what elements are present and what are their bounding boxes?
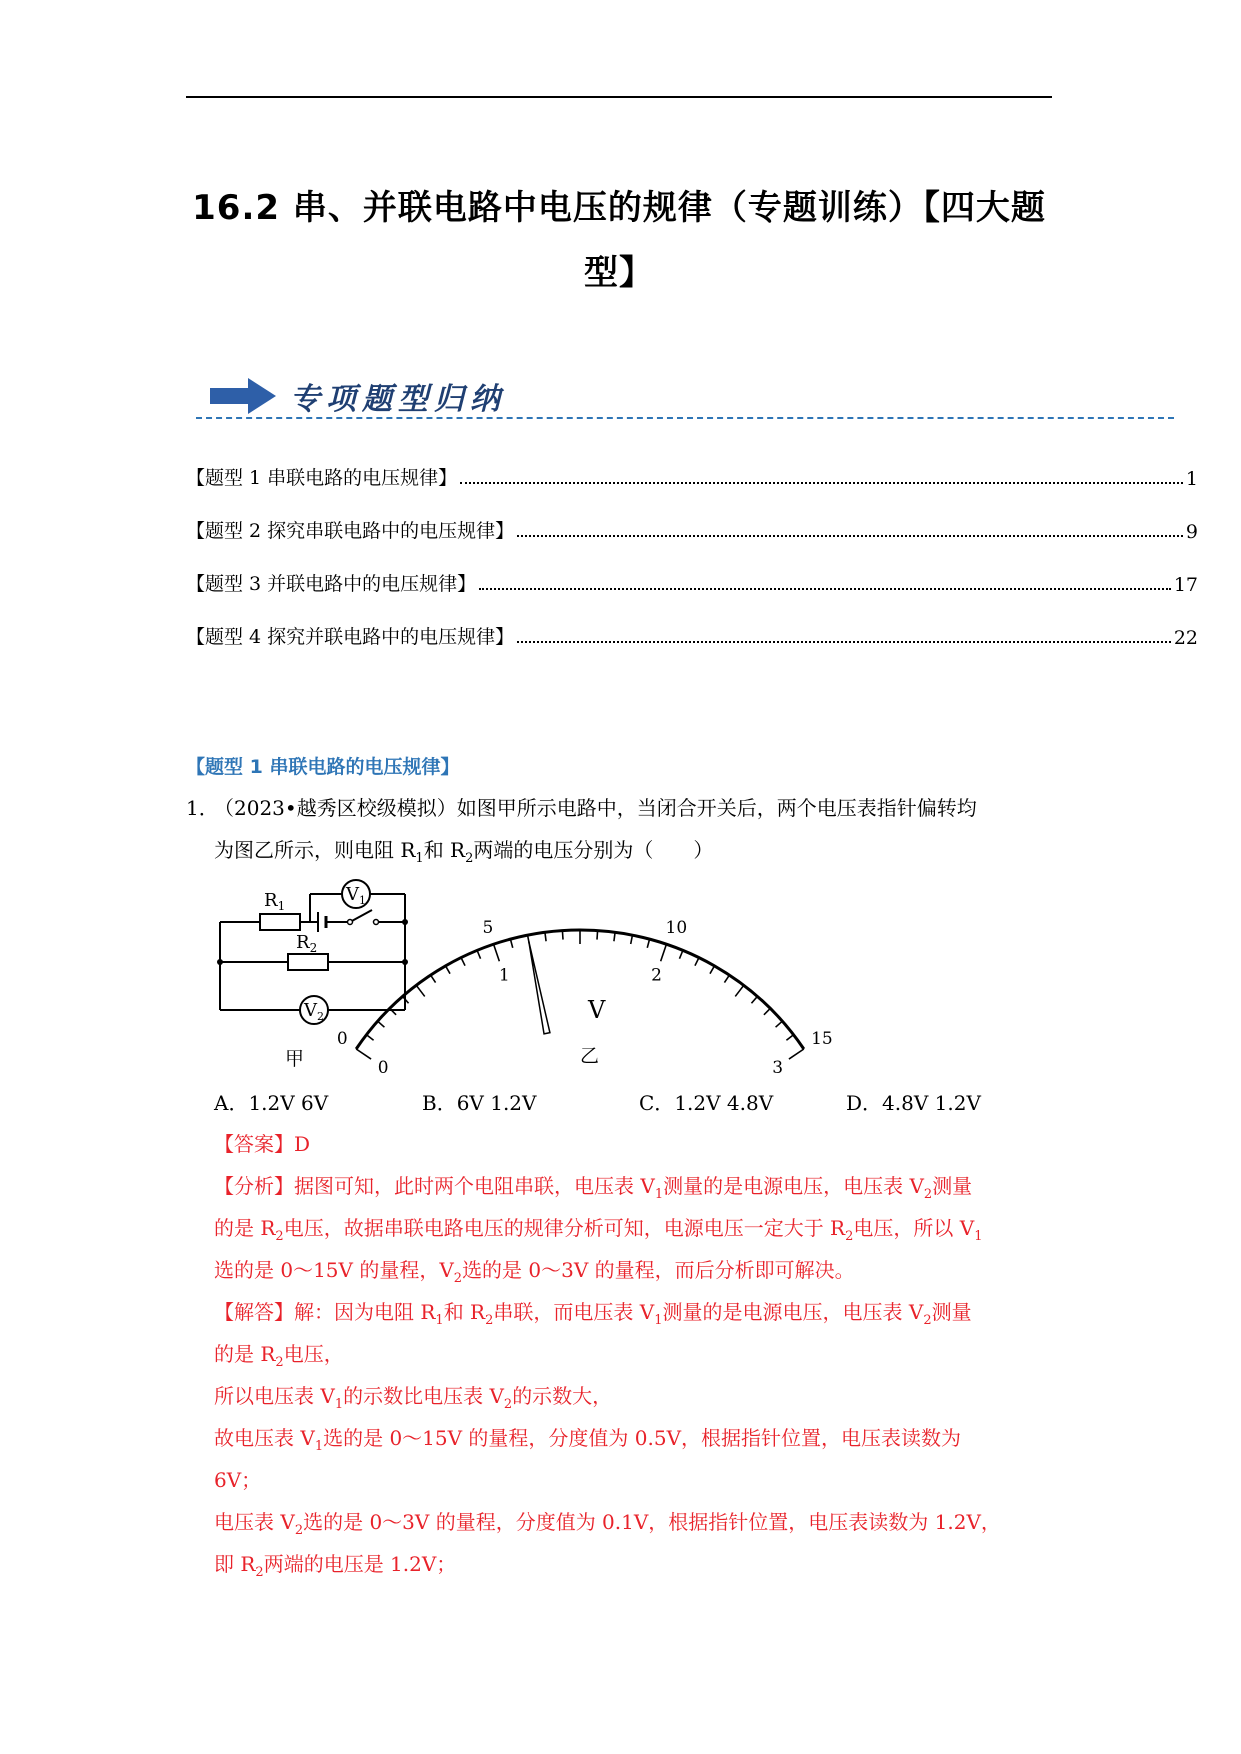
toc-leader <box>460 482 1183 484</box>
dial-tick <box>735 985 743 996</box>
section-heading: 【题型 1 串联电路的电压规律】 <box>186 756 460 778</box>
solution-line-5: 6V； <box>214 1468 262 1492</box>
answer-value: D <box>294 1132 311 1156</box>
question-line-2: 为图乙所示，则电阻 $R_1$和 $R_2$两端的电压分别为（ ） <box>214 838 714 866</box>
banner-arrow-icon <box>210 378 276 414</box>
dial-tick <box>510 939 512 948</box>
banner-divider <box>196 417 1174 419</box>
question-line-1: （2023•越秀区校级模拟）如图甲所示电路中，当闭合开关后，两个电压表指针偏转均 <box>214 796 977 820</box>
solution-line-1: 【解答】解：因为电阻 $R_1$和 $R_2$串联，而电压表 $V_1$测量的是电源电压，电压表 $V_2$测量 <box>214 1300 972 1328</box>
banner-title: 专项题型归纳 <box>290 382 506 417</box>
dial-tick <box>494 944 500 961</box>
toc-label: 【题型 2 探究串联电路中的电压规律】 <box>186 520 515 542</box>
toc-entry-2[interactable] <box>186 513 1198 543</box>
label-r1: $R_1$ <box>264 890 286 913</box>
outer-scale-label: 15 <box>811 1029 833 1050</box>
solution-line-4: 故电压表 $V_1$选的是 0～15V 的量程，分度值为 0.5V，根据指针位置，电压表读数为 <box>214 1426 962 1454</box>
inner-scale-label: 2 <box>651 965 663 986</box>
question-number: 1． <box>186 796 219 820</box>
inner-scale-label: 0 <box>377 1057 389 1078</box>
solution-line-3: 所以电压表 $V_1$的示数比电压表 $V_2$的示数大， <box>214 1384 613 1412</box>
outer-scale-label: 5 <box>482 918 494 939</box>
toc-entry-3[interactable] <box>186 566 1198 596</box>
caption-yi: 乙 <box>580 1045 600 1067</box>
option-a[interactable]: A．1.2V 6V <box>214 1091 329 1115</box>
outer-scale-label: 0 <box>336 1029 348 1050</box>
solution-line-7: 即 $R_2$两端的电压是 1.2V； <box>214 1552 457 1580</box>
dial-tick <box>661 944 667 961</box>
toc-entry-1[interactable] <box>186 460 1198 490</box>
toc-page: 9 <box>1185 521 1198 543</box>
option-b[interactable]: B．6V 1.2V <box>422 1091 537 1115</box>
toc-page: 17 <box>1173 574 1198 596</box>
page-title-line1: 16.2 串、并联电路中电压的规律（专题训练）【四大题 <box>192 188 1046 228</box>
pointer-needle <box>529 941 550 1034</box>
option-c[interactable]: C．1.2V 4.8V <box>639 1091 774 1115</box>
header-rule <box>186 96 1052 98</box>
dial-tick <box>789 1049 804 1059</box>
solution-line-6: 电压表 $V_2$选的是 0～3V 的量程，分度值为 0.1V，根据指针位置，电压表读数为 1.2V， <box>214 1510 1001 1538</box>
toc-page: 22 <box>1173 627 1198 649</box>
label-v1: $V_1$ <box>346 884 366 907</box>
page-title-line2: 型】 <box>584 253 654 293</box>
toc-entry-4[interactable] <box>186 619 1198 649</box>
toc-label: 【题型 3 并联电路中的电压规律】 <box>186 573 477 595</box>
toc-label: 【题型 1 串联电路的电压规律】 <box>186 467 458 489</box>
toc-leader <box>517 641 1171 643</box>
toc-page: 1 <box>1185 468 1198 490</box>
analysis-line-1: 【分析】据图可知，此时两个电阻串联，电压表 $V_1$测量的是电源电压，电压表 $V_2$测量 <box>214 1174 973 1202</box>
inner-scale-label: 3 <box>772 1057 784 1078</box>
outer-scale-label: 10 <box>665 918 688 939</box>
inner-scale-label: 1 <box>498 965 510 986</box>
meter-unit: V <box>588 996 606 1024</box>
answer-label: 【答案】 <box>214 1132 294 1156</box>
label-v2: $V_2$ <box>304 1000 324 1023</box>
label-r2: $R_2$ <box>296 932 318 955</box>
toc-leader <box>479 588 1171 590</box>
toc-label: 【题型 4 探究并联电路中的电压规律】 <box>186 626 515 648</box>
caption-jia: 甲 <box>285 1048 305 1070</box>
solution-line-2: 的是 $R_2$电压， <box>214 1342 344 1370</box>
dial-tick <box>647 939 649 948</box>
answer-line <box>214 1128 310 1157</box>
circuit-diagram <box>210 880 420 1080</box>
option-d[interactable]: D．4.8V 1.2V <box>846 1091 981 1115</box>
analysis-line-2: 的是 $R_2$电压，故据串联电路电压的规律分析可知，电源电压一定大于 $R_2$电压，所以 $V_1$ <box>214 1216 983 1244</box>
toc-leader <box>517 535 1183 537</box>
analysis-line-3: 选的是 0～15V 的量程，$V_2$选的是 0～3V 的量程，而后分析即可解决。 <box>214 1258 855 1286</box>
